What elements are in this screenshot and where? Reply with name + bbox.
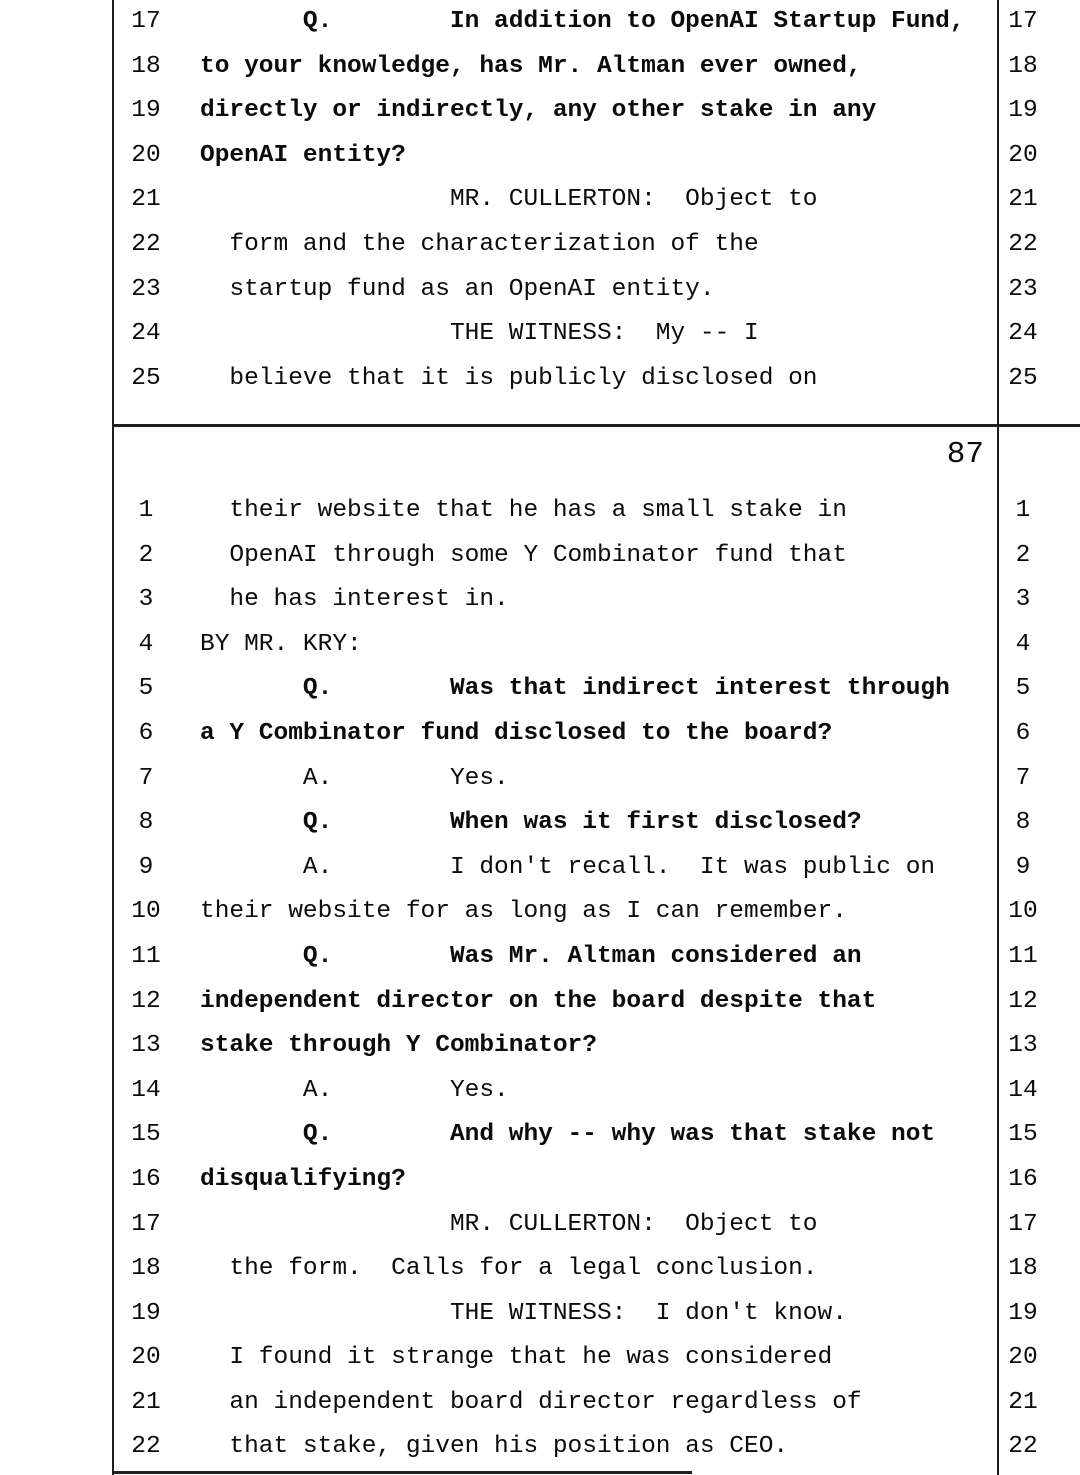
line-number-left: 14 <box>131 1076 161 1104</box>
line-number-left: 18 <box>131 52 161 80</box>
line-text: disqualifying? <box>200 1165 406 1193</box>
transcript-line <box>0 45 1080 90</box>
transcript-line <box>0 667 1080 712</box>
transcript-line <box>0 489 1080 534</box>
line-text: Q. Was that indirect interest through <box>200 675 950 703</box>
transcript-line <box>0 890 1080 935</box>
transcript-line <box>0 1425 1080 1470</box>
line-number-right: 19 <box>1008 1299 1038 1327</box>
line-number-left: 11 <box>131 942 161 970</box>
line-number-left: 1 <box>138 497 154 524</box>
line-number-left: 19 <box>131 97 161 125</box>
line-number-left: 13 <box>131 1032 161 1060</box>
line-text: A. Yes. <box>200 1076 509 1104</box>
transcript-line <box>0 1024 1080 1069</box>
line-text: an independent board director regardless of <box>200 1388 862 1416</box>
transcript-line <box>0 846 1080 891</box>
line-number-right: 21 <box>1008 1388 1038 1416</box>
transcript-line <box>0 1113 1080 1158</box>
transcript-line <box>0 1336 1080 1381</box>
page-section-divider-line <box>112 424 1080 427</box>
line-text: startup fund as an OpenAI entity. <box>200 275 715 303</box>
transcript-line <box>0 1158 1080 1203</box>
line-number-left: 2 <box>138 541 154 569</box>
line-number-right: 15 <box>1008 1121 1038 1149</box>
line-text: he has interest in. <box>200 586 509 614</box>
line-number-left: 15 <box>131 1121 161 1149</box>
transcript-line <box>0 534 1080 579</box>
line-number-right: 4 <box>1015 630 1031 658</box>
line-number-right: 19 <box>1008 97 1038 125</box>
line-number-right: 6 <box>1015 719 1031 747</box>
line-text: a Y Combinator fund disclosed to the board? <box>200 719 833 747</box>
previous-page-tail-section <box>0 0 1080 401</box>
transcript-line <box>0 1247 1080 1292</box>
transcript-line <box>0 1381 1080 1426</box>
line-number-left: 3 <box>138 586 154 614</box>
line-number-right: 2 <box>1015 541 1031 569</box>
line-text: their website for as long as I can remember. <box>200 898 847 926</box>
transcript-line <box>0 134 1080 179</box>
line-text: MR. CULLERTON: Object to <box>200 1210 818 1238</box>
line-text: form and the characterization of the <box>200 230 759 258</box>
line-number-left: 22 <box>131 1433 161 1461</box>
line-number-right: 12 <box>1008 987 1038 1015</box>
transcript-line <box>0 1203 1080 1248</box>
line-number-left: 5 <box>138 675 154 703</box>
line-text: OpenAI through some Y Combinator fund that <box>200 541 847 569</box>
transcript-line <box>0 1069 1080 1114</box>
line-number-left: 4 <box>138 630 154 658</box>
line-number-left: 22 <box>131 230 161 258</box>
line-number-right: 17 <box>1008 8 1038 35</box>
line-number-right: 7 <box>1015 764 1031 792</box>
line-number-right: 25 <box>1008 364 1038 392</box>
line-number-right: 20 <box>1008 141 1038 169</box>
line-number-right: 20 <box>1008 1344 1038 1372</box>
line-text: MR. CULLERTON: Object to <box>200 186 818 214</box>
line-text: THE WITNESS: My -- I <box>200 320 759 348</box>
transcript-line <box>0 178 1080 223</box>
line-number-right: 3 <box>1015 586 1031 614</box>
transcript-line <box>0 757 1080 802</box>
line-number-left: 19 <box>131 1299 161 1327</box>
transcript-line <box>0 623 1080 668</box>
line-number-left: 10 <box>131 898 161 926</box>
transcript-line <box>0 712 1080 757</box>
line-text: that stake, given his position as CEO. <box>200 1433 789 1461</box>
line-text: THE WITNESS: I don't know. <box>200 1299 847 1327</box>
line-number-right: 11 <box>1008 942 1038 970</box>
line-number-left: 25 <box>131 364 161 392</box>
line-text: I found it strange that he was considered <box>200 1344 833 1372</box>
transcript-line <box>0 268 1080 313</box>
line-text: stake through Y Combinator? <box>200 1032 597 1060</box>
line-number-left: 20 <box>131 141 161 169</box>
line-number-left: 17 <box>131 1210 161 1238</box>
line-number-right: 1 <box>1015 497 1031 524</box>
line-text: directly or indirectly, any other stake in any <box>200 97 877 125</box>
line-text: their website that he has a small stake in <box>200 497 847 524</box>
transcript-line <box>0 89 1080 134</box>
line-text: Q. Was Mr. Altman considered an <box>200 942 862 970</box>
page-87-body-section <box>0 489 1080 1470</box>
transcript-line <box>0 578 1080 623</box>
line-number-right: 18 <box>1008 52 1038 80</box>
page-number: 87 <box>946 437 984 472</box>
line-number-right: 8 <box>1015 809 1031 837</box>
bottom-border-line <box>112 1471 692 1474</box>
line-number-right: 9 <box>1015 853 1031 881</box>
line-number-left: 20 <box>131 1344 161 1372</box>
line-number-right: 22 <box>1008 1433 1038 1461</box>
line-text: believe that it is publicly disclosed on <box>200 364 818 392</box>
line-number-left: 23 <box>131 275 161 303</box>
line-number-right: 16 <box>1008 1165 1038 1193</box>
line-number-right: 18 <box>1008 1255 1038 1283</box>
line-text: Q. When was it first disclosed? <box>200 809 862 837</box>
transcript-line <box>0 935 1080 980</box>
line-number-left: 21 <box>131 1388 161 1416</box>
line-text: A. Yes. <box>200 764 509 792</box>
line-number-left: 24 <box>131 320 161 348</box>
transcript-line <box>0 0 1080 45</box>
transcript-line <box>0 1292 1080 1337</box>
line-text: Q. And why -- why was that stake not <box>200 1121 936 1149</box>
transcript-line <box>0 312 1080 357</box>
line-text: A. I don't recall. It was public on <box>200 853 936 881</box>
line-number-left: 16 <box>131 1165 161 1193</box>
line-number-right: 13 <box>1008 1032 1038 1060</box>
line-number-left: 12 <box>131 987 161 1015</box>
line-number-right: 17 <box>1008 1210 1038 1238</box>
line-number-left: 17 <box>131 8 161 35</box>
line-number-left: 8 <box>138 809 154 837</box>
line-number-right: 10 <box>1008 898 1038 926</box>
line-number-left: 6 <box>138 719 154 747</box>
line-text: OpenAI entity? <box>200 141 406 169</box>
line-text: Q. In addition to OpenAI Startup Fund, <box>200 8 965 35</box>
line-number-right: 23 <box>1008 275 1038 303</box>
line-number-left: 18 <box>131 1255 161 1283</box>
transcript-line <box>0 223 1080 268</box>
line-number-right: 5 <box>1015 675 1031 703</box>
line-number-right: 24 <box>1008 320 1038 348</box>
line-number-right: 14 <box>1008 1076 1038 1104</box>
line-text: to your knowledge, has Mr. Altman ever owned, <box>200 52 862 80</box>
line-text: independent director on the board despite that <box>200 987 877 1015</box>
transcript-line <box>0 357 1080 402</box>
line-number-right: 22 <box>1008 230 1038 258</box>
transcript-line <box>0 801 1080 846</box>
line-text: the form. Calls for a legal conclusion. <box>200 1255 818 1283</box>
line-text: BY MR. KRY: <box>200 630 362 658</box>
line-number-right: 21 <box>1008 186 1038 214</box>
line-number-left: 9 <box>138 853 154 881</box>
line-number-left: 21 <box>131 186 161 214</box>
transcript-line <box>0 980 1080 1025</box>
line-number-left: 7 <box>138 764 154 792</box>
